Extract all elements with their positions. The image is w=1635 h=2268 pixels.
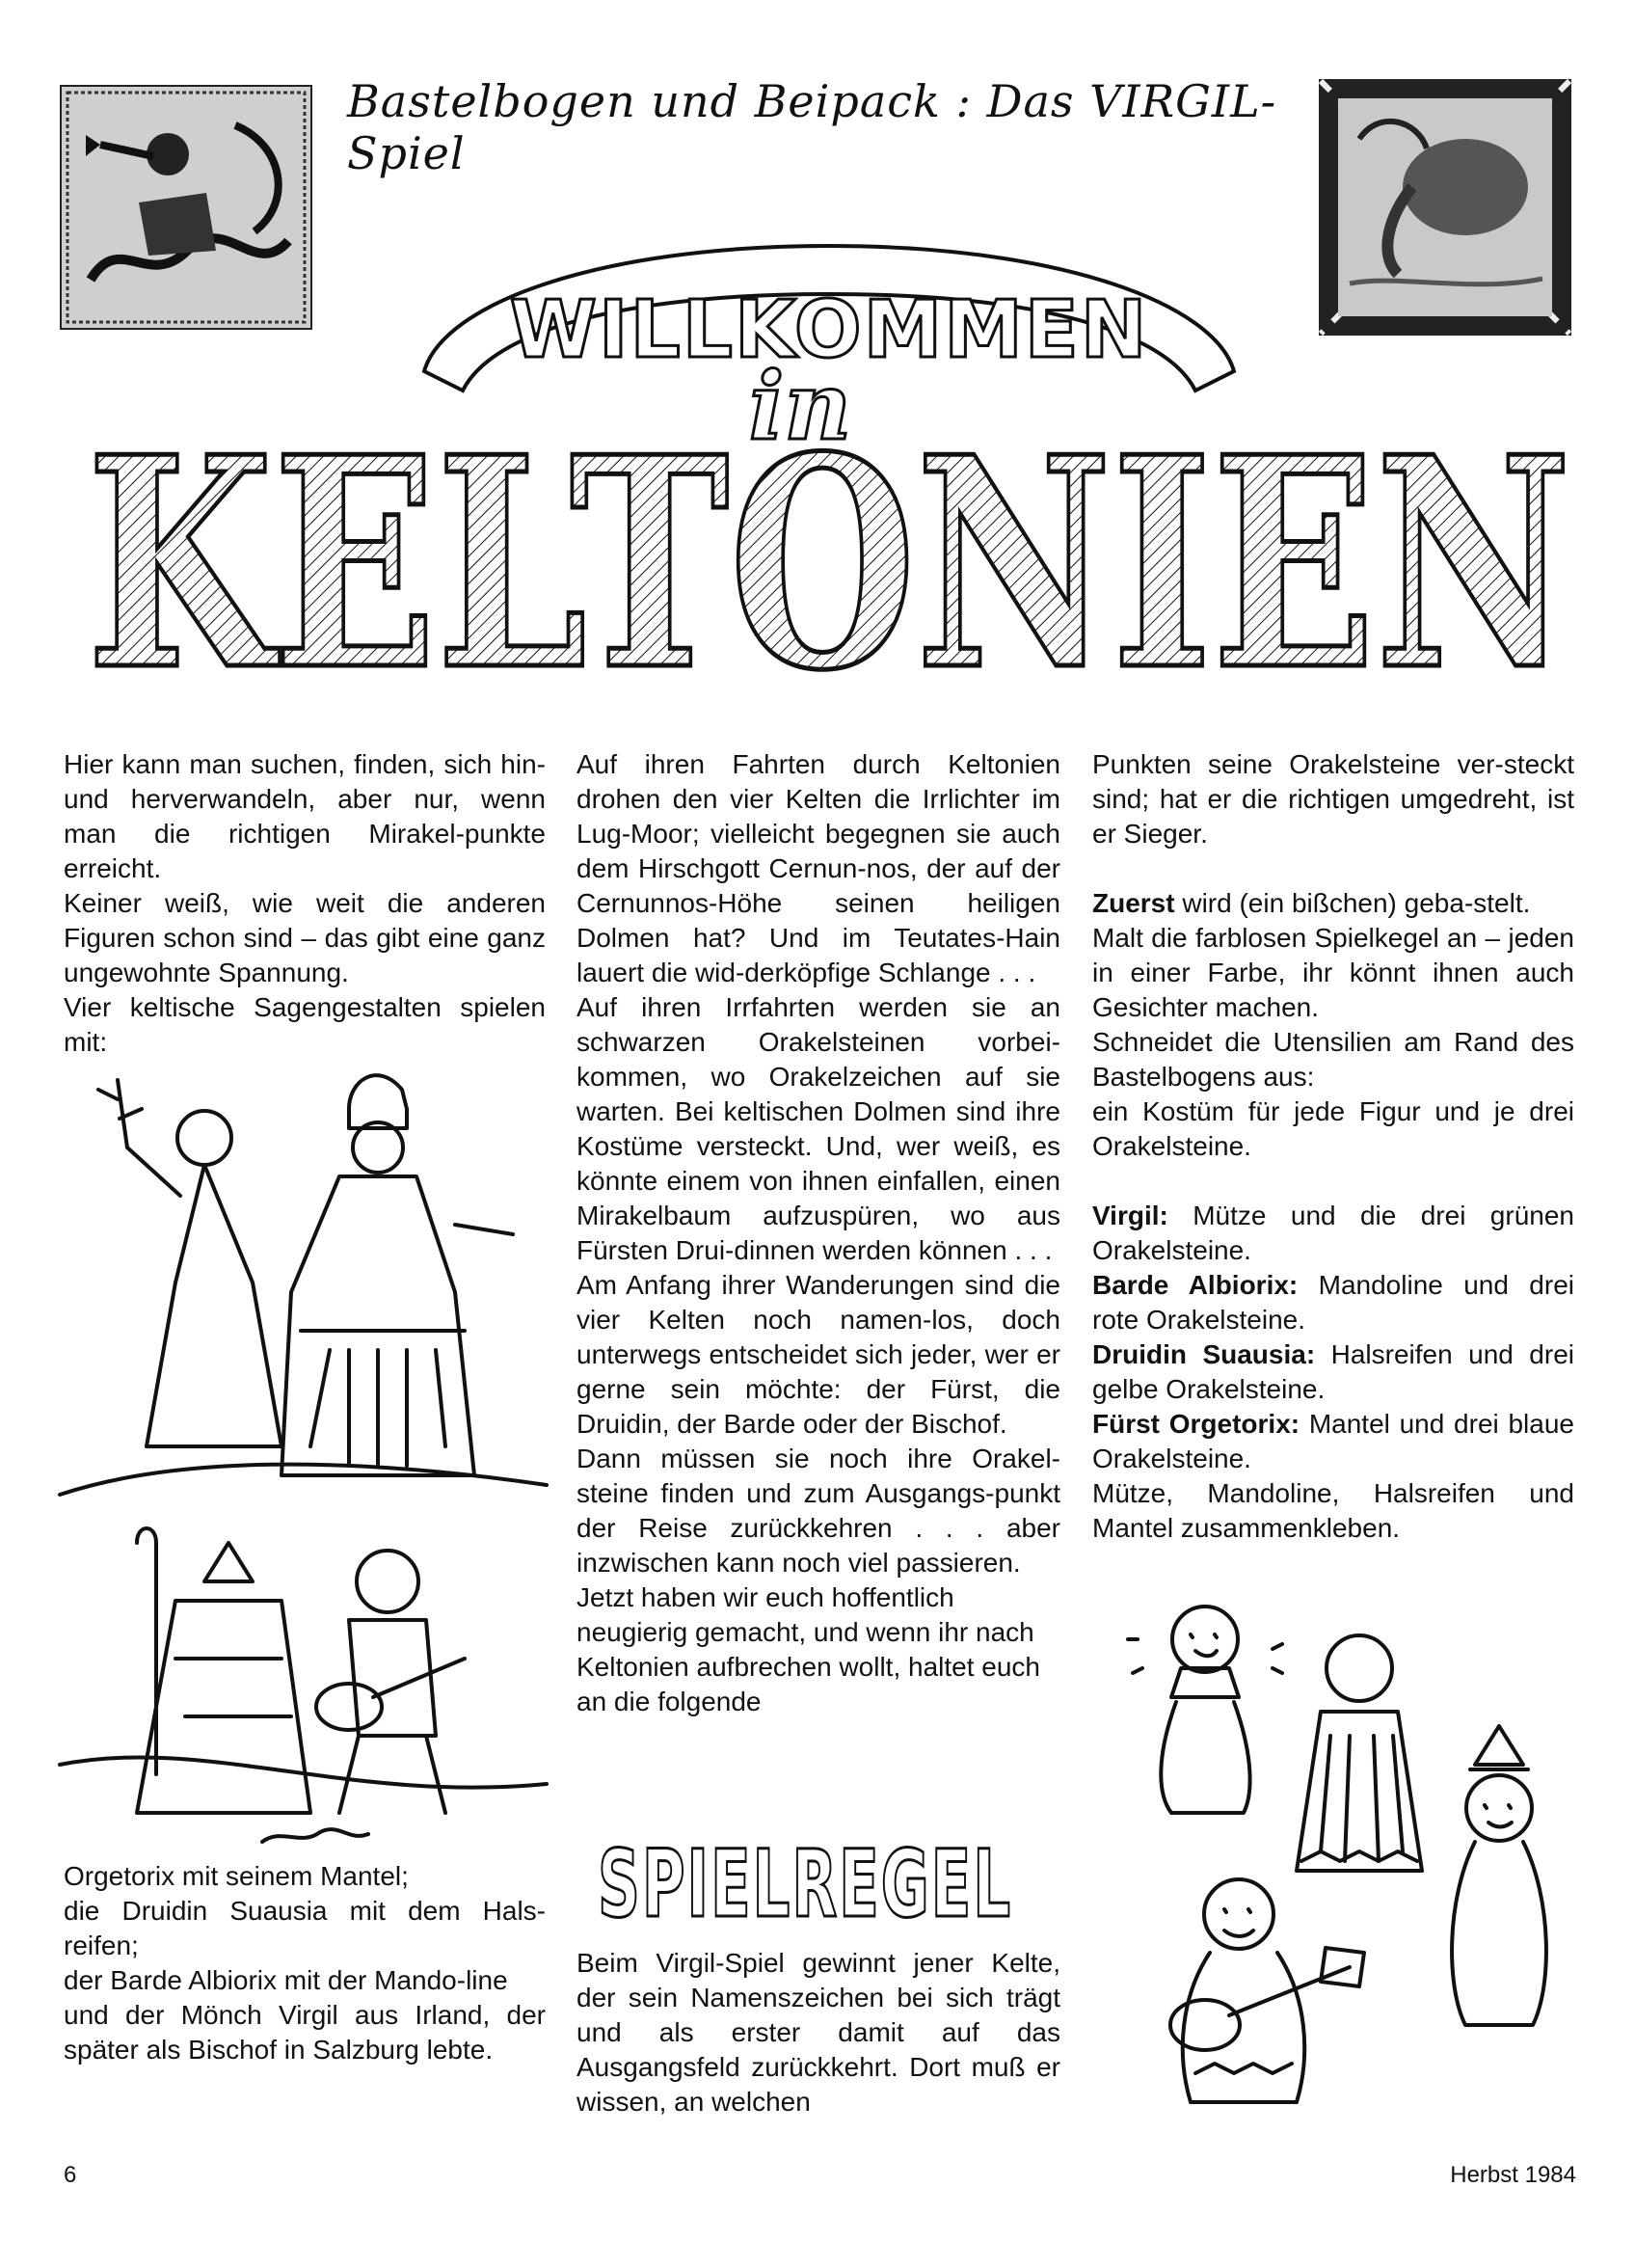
col1-list-item-4: und der Mönch Virgil aus Irland, der später als Bischof in Salzburg lebte.	[64, 2000, 546, 2065]
column-3	[1092, 747, 1574, 1546]
col3-item-1-name: Virgil:	[1092, 1201, 1168, 1230]
column-1	[64, 747, 546, 1060]
col3-item-3-text: Halsreifen und drei gelbe Orakelsteine.	[1092, 1339, 1574, 1404]
col3-paragraph-3: Schneidet die Utensilien am Rand des Bastelbogens aus:	[1092, 1027, 1574, 1092]
col2-rules	[576, 1946, 1060, 2120]
col2-paragraph-4: Dann müssen sie noch ihre Orakel-steine finden und zum Ausgangs-punkt der Reise zurückkehren . . . aber inzwischen kann noch viel passieren.	[576, 1444, 1060, 1578]
col3-item-2-name: Barde Albiorix:	[1092, 1270, 1299, 1300]
banner-word: WILLKOMMEN	[509, 284, 1149, 376]
in-text: in	[748, 352, 852, 461]
col2-paragraph-2: Auf ihren Irrfahrten werden sie an schwarzen Orakelsteinen vorbei-kommen, wo Orakelzeichen auf sie warten. Bei keltischen Dolmen sind ihre Kostüme versteckt. Und, wer weiß, es könnte einem von ihnen einfallen, einen Mirakelbaum aufzuspüren, wo aus Fürsten Drui-dinnen werden können . . .	[576, 992, 1060, 1265]
col3-paragraph-1: Punkten seine Orakelsteine ver-steckt sind; hat er die richtigen umgedreht, ist er Sieger.	[1092, 749, 1574, 849]
col1-character-list	[64, 1859, 546, 2067]
col3-zuerst-bold: Zuerst	[1092, 888, 1175, 918]
col1-list-item-3: der Barde Albiorix mit der Mando-line	[64, 1965, 508, 1995]
col1-list-item-2: die Druidin Suausia mit dem Hals-reifen;	[64, 1896, 546, 1960]
col3-paragraph-2: Malt die farblosen Spielkegel an – jeden in einer Farbe, ihr könnt ihnen auch Gesichter machen.	[1092, 923, 1574, 1022]
issue-label: Herbst 1984	[1450, 2162, 1576, 2188]
header-subtitle: Bastelbogen und Beipack : Das VIRGIL-Spiel	[347, 75, 1277, 179]
col2-paragraph-3: Am Anfang ihrer Wanderungen sind die vier Kelten noch namen-los, doch unterwegs entscheidet sich jeder, wer er gerne sein möchte: der Fürst, die Druidin, der Barde oder der Bischof.	[576, 1270, 1060, 1439]
col3-item-4-text: Mantel und drei blaue Orakelsteine.	[1092, 1409, 1574, 1473]
col3-paragraph-5: Mütze, Mandoline, Halsreifen und Mantel zusammenkleben.	[1092, 1478, 1574, 1543]
col2-paragraph-1: Auf ihren Fahrten durch Keltonien drohen den vier Kelten die Irrlichter im Lug-Moor; vielleicht begegnen sie auch dem Hirschgott Cernun-nos, der auf der Cernunnos-Höhe seinen heiligen Dolmen hat? Und im Teutates-Hain lauert die wid-derköpfige Schlange . . .	[576, 749, 1060, 987]
col2-paragraph-6: Beim Virgil-Spiel gewinnt jener Kelte, der sein Namenszeichen bei sich trägt und als erster damit auf das Ausgangsfeld zurückkehrt. Dort muß er wissen, an welchen	[576, 1948, 1060, 2117]
title-text: KELTONIEN	[87, 393, 1571, 734]
elephant-illustration	[1319, 79, 1571, 336]
trumpeter-illustration	[60, 85, 312, 330]
col3-zuerst-rest: wird (ein bißchen) geba-stelt.	[1174, 888, 1531, 918]
column-2	[576, 747, 1060, 1719]
page-number: 6	[64, 2162, 77, 2188]
spielregel-text: SPIELREGEL	[598, 1830, 1012, 1938]
spielregel-heading	[588, 1827, 1022, 1938]
col1-paragraph-1: Hier kann man suchen, finden, sich hin- und herverwandeln, aber nur, wenn man die richtigen Mirakel-punkte erreicht.	[64, 749, 546, 883]
game-pieces-drawing	[1099, 1581, 1576, 2121]
col3-item-3-name: Druidin Suausia:	[1092, 1339, 1316, 1369]
celtic-characters-drawing	[60, 1041, 547, 1856]
col3-item-2-text: Mandoline und drei rote Orakelsteine.	[1092, 1270, 1574, 1335]
col3-paragraph-4: ein Kostüm für jede Figur und je drei Orakelsteine.	[1092, 1096, 1574, 1161]
col1-list-item-1: Orgetorix mit seinem Mantel;	[64, 1861, 409, 1891]
col2-paragraph-5: Jetzt haben wir euch hoffentlich neugierig gemacht, und wenn ihr nach Keltonien aufbrechen wollt, haltet euch an die folgende	[576, 1582, 1040, 1716]
col3-item-1-text: Mütze und die drei grünen Orakelsteine.	[1092, 1201, 1574, 1265]
col3-item-4-name: Fürst Orgetorix:	[1092, 1409, 1300, 1439]
col1-paragraph-2: Keiner weiß, wie weit die anderen Figuren schon sind – das gibt eine ganz ungewohnte Spannung.	[64, 888, 546, 987]
col1-paragraph-3: Vier keltische Sagengestalten spielen mit:	[64, 992, 546, 1057]
